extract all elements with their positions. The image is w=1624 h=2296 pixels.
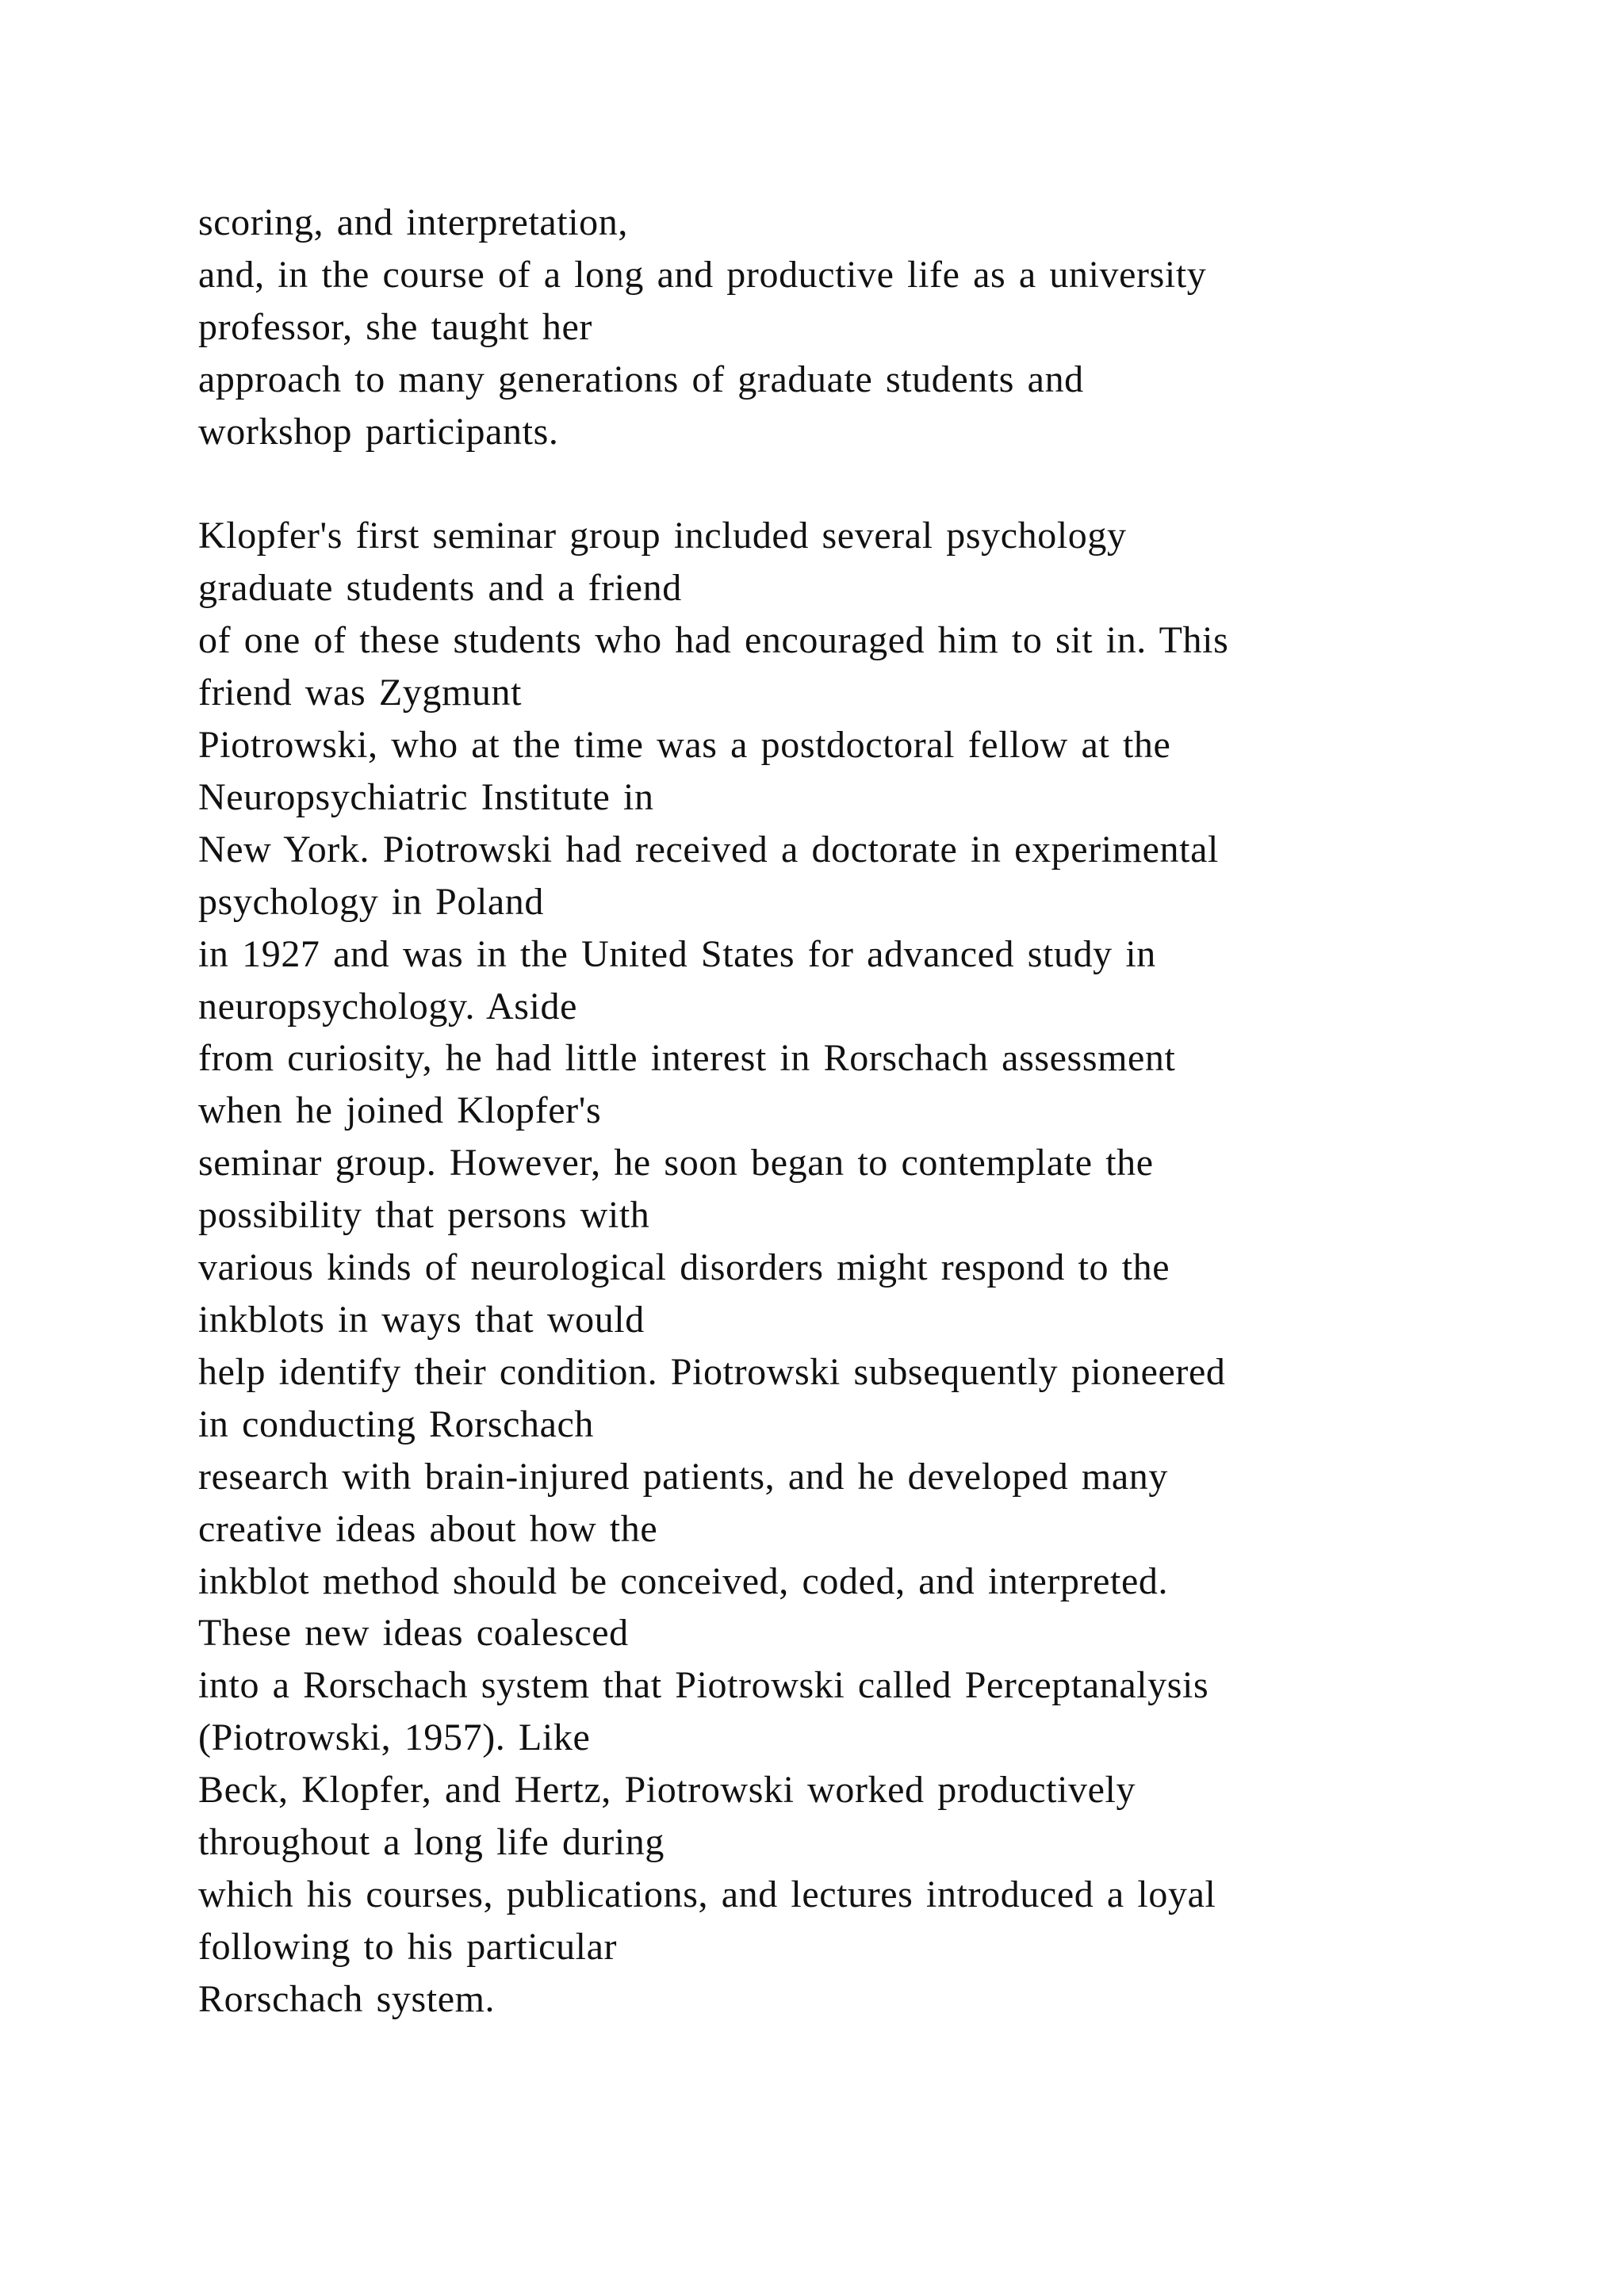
text-line: Neuropsychiatric Institute in	[198, 775, 654, 818]
text-line: of one of these students who had encouraged him to sit in. This	[198, 619, 1229, 662]
text-line: into a Rorschach system that Piotrowski called Perceptanalysis	[198, 1664, 1209, 1707]
text-line: workshop participants.	[198, 410, 559, 453]
text-line: following to his particular	[198, 1925, 618, 1968]
text-line: from curiosity, he had little interest in Rorschach assessment	[198, 1037, 1176, 1080]
text-line: in conducting Rorschach	[198, 1402, 595, 1445]
document-body	[198, 197, 1594, 2026]
text-line: various kinds of neurological disorders might respond to the	[198, 1246, 1170, 1289]
text-line: creative ideas about how the	[198, 1507, 658, 1550]
text-line: throughout a long life during	[198, 1821, 665, 1864]
text-line: These new ideas coalesced	[198, 1612, 629, 1655]
text-line: psychology in Poland	[198, 880, 544, 923]
text-line: professor, she taught her	[198, 305, 592, 348]
text-line: when he joined Klopfer's	[198, 1089, 602, 1132]
text-line: research with brain-injured patients, and he developed many	[198, 1455, 1168, 1498]
text-line: Rorschach system.	[198, 1977, 496, 2020]
text-line: Beck, Klopfer, and Hertz, Piotrowski worked productively	[198, 1769, 1136, 1812]
text-line: (Piotrowski, 1957). Like	[198, 1716, 591, 1759]
text-line: in 1927 and was in the United States for advanced study in	[198, 932, 1156, 975]
text-line: graduate students and a friend	[198, 567, 682, 610]
text-line: neuropsychology. Aside	[198, 985, 578, 1027]
text-line: Klopfer's first seminar group included several psychology	[198, 515, 1127, 557]
text-line: and, in the course of a long and productive life as a university	[198, 253, 1207, 296]
text-line: inkblot method should be conceived, coded, and interpreted.	[198, 1559, 1169, 1602]
text-line: seminar group. However, he soon began to contemplate the	[198, 1142, 1154, 1184]
text-line: which his courses, publications, and lectures introduced a loyal	[198, 1873, 1216, 1915]
text-line: approach to many generations of graduate students and	[198, 358, 1084, 400]
text-line: friend was Zygmunt	[198, 672, 523, 714]
text-line: inkblots in ways that would	[198, 1299, 645, 1341]
text-line: Piotrowski, who at the time was a postdoctoral fellow at the	[198, 724, 1171, 767]
text-line: scoring, and interpretation,	[198, 201, 628, 243]
text-line: possibility that persons with	[198, 1194, 650, 1237]
text-line: help identify their condition. Piotrowski subsequently pioneered	[198, 1350, 1226, 1393]
paragraph-1	[198, 197, 1594, 458]
text-line: New York. Piotrowski had received a doctorate in experimental	[198, 828, 1219, 871]
paragraph-2	[198, 510, 1594, 2025]
